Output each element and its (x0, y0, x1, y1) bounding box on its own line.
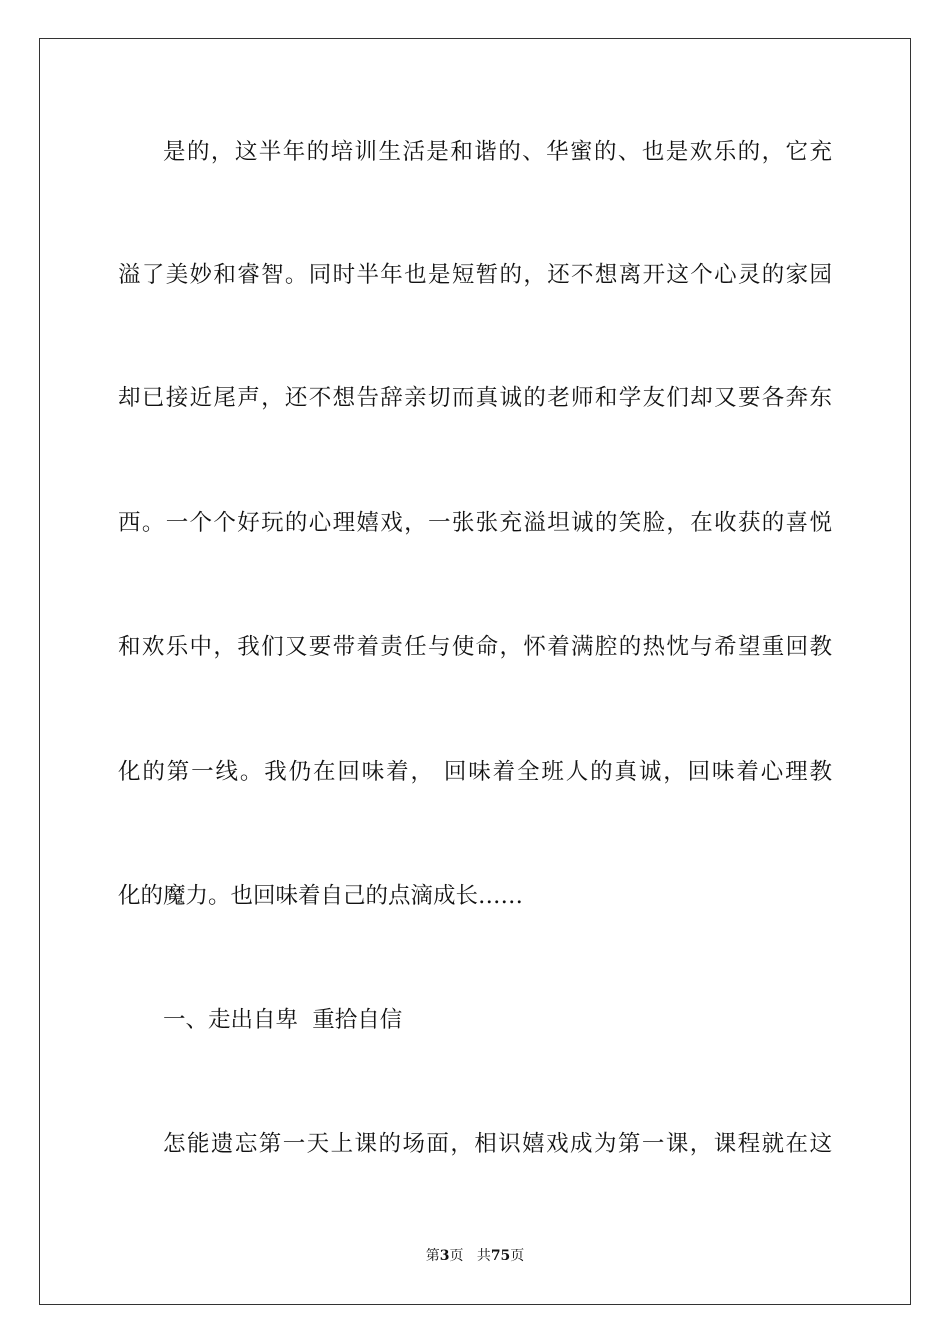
paragraph-1-line-7: 化的魔力。也回味着自己的点滴成长…… (118, 883, 524, 909)
paragraph-1-line-3: 却已接近尾声，还不想告辞亲切而真诚的老师和学友们却又要各奔东 (118, 385, 832, 411)
paragraph-1-line-6: 化的第一线。我仍在回味着， 回味着全班人的真诚，回味着心理教 (118, 759, 832, 785)
page-footer (0, 1246, 950, 1266)
footer-page-suffix: 页 (449, 1248, 464, 1264)
paragraph-2-line-1: 怎能遗忘第一天上课的场面，相识嬉戏成为第一课，课程就在这 (163, 1131, 832, 1157)
page-border (39, 38, 911, 1305)
paragraph-1-line-2: 溢了美妙和睿智。同时半年也是短暂的，还不想离开这个心灵的家园 (118, 262, 832, 288)
footer-total-prefix: 共 (476, 1248, 491, 1264)
paragraph-1-line-5: 和欢乐中，我们又要带着责任与使命，怀着满腔的热忱与希望重回教 (118, 634, 832, 660)
section-heading: 一、走出自卑 重拾自信 (163, 1007, 403, 1033)
paragraph-1-line-1: 是的，这半年的培训生活是和谐的、华蜜的、也是欢乐的，它充 (163, 139, 832, 165)
footer-page-current: 3 (439, 1248, 450, 1264)
footer-page-prefix: 第 (425, 1248, 440, 1264)
paragraph-1-line-4: 西。一个个好玩的心理嬉戏，一张张充溢坦诚的笑脸，在收获的喜悦 (118, 510, 832, 536)
footer-total-suffix: 页 (510, 1248, 525, 1264)
footer-page-total: 75 (490, 1248, 511, 1264)
